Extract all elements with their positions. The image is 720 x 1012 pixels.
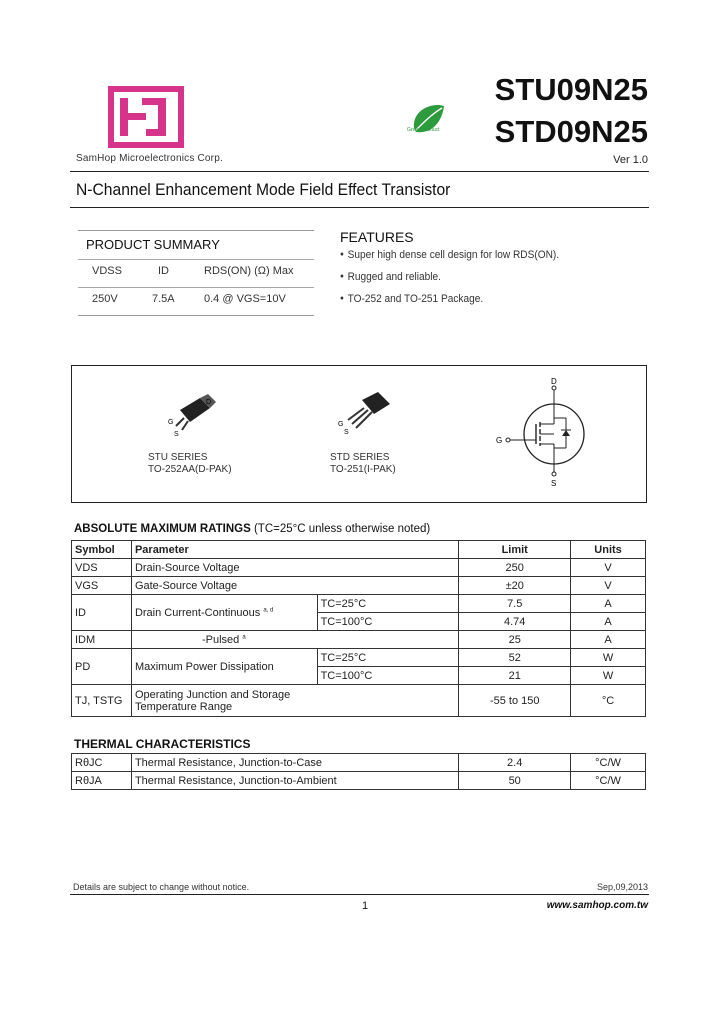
- cell-condition: TC=100°C: [317, 667, 459, 685]
- cell-parameter: Maximum Power Dissipation: [131, 649, 317, 685]
- ipak-pin-g: G: [338, 421, 344, 428]
- mosfet-pin-g: G: [496, 436, 503, 445]
- abs-max-title-note: (TC=25°C unless otherwise noted): [253, 523, 431, 535]
- feature-item: ● Rugged and reliable.: [340, 271, 559, 283]
- id-note: a, d: [263, 606, 274, 613]
- table-row: [72, 595, 646, 613]
- std-package-label: TO-251(I-PAK): [330, 464, 396, 475]
- abs-max-title-text: ABSOLUTE MAXIMUM RATINGS: [74, 523, 251, 535]
- footer-date: Sep,09,2013: [596, 882, 648, 892]
- cell-unit: A: [571, 613, 646, 631]
- cell-limit: 52: [459, 649, 571, 667]
- page-number: 1: [362, 900, 369, 912]
- table-row: [72, 772, 646, 790]
- title-divider: [70, 207, 649, 208]
- cell-limit: 250: [459, 559, 571, 577]
- tj-param-line2: Temperature Range: [134, 700, 233, 713]
- table-row: [72, 541, 646, 559]
- cell-unit: W: [571, 649, 646, 667]
- cell-parameter: Drain-Source Voltage: [131, 559, 458, 577]
- cell-symbol: RθJA: [72, 772, 132, 790]
- cell-symbol: ID: [72, 595, 132, 631]
- cell-unit: W: [571, 667, 646, 685]
- table-row: [72, 685, 646, 717]
- cell-symbol: PD: [72, 649, 132, 685]
- table-row: [72, 559, 646, 577]
- green-product-leaf-icon: [404, 100, 448, 144]
- cell-parameter: [131, 595, 317, 631]
- table-row: [72, 577, 646, 595]
- summary-line: [78, 259, 314, 260]
- std-series-label: STD SERIES: [330, 452, 390, 463]
- cell-unit: °C/W: [571, 754, 646, 772]
- head-parameter: Parameter: [131, 541, 458, 559]
- cell-symbol: RθJC: [72, 754, 132, 772]
- summary-id-head: ID: [158, 265, 169, 277]
- idm-note: a: [242, 633, 246, 640]
- ipak-pin-s: S: [344, 429, 349, 436]
- id-param-text: Drain Current-Continuous: [134, 606, 261, 619]
- mosfet-pin-s: S: [551, 479, 557, 488]
- cell-limit: 4.74: [459, 613, 571, 631]
- summary-rds-value: 0.4 @ VGS=10V: [204, 293, 286, 305]
- footer-note: Details are subject to change without notice.: [73, 882, 250, 892]
- company-name: SamHop Microelectronics Corp.: [76, 153, 223, 164]
- cell-unit: °C: [571, 685, 646, 717]
- cell-parameter: [131, 685, 458, 717]
- mosfet-symbol-icon: [492, 378, 602, 488]
- head-limit: Limit: [459, 541, 571, 559]
- cell-condition: TC=25°C: [317, 649, 459, 667]
- footer-divider: [70, 894, 649, 895]
- summary-rds-head: RDS(ON) (Ω) Max: [204, 265, 294, 277]
- thermal-title: THERMAL CHARACTERISTICS: [74, 737, 251, 751]
- cell-unit: V: [571, 559, 646, 577]
- dpak-pin-d: D: [206, 399, 212, 406]
- features-heading: FEATURES: [340, 229, 414, 245]
- features-section: [340, 229, 578, 315]
- thermal-table: [71, 753, 646, 790]
- table-row: [72, 631, 646, 649]
- cell-symbol: VDS: [72, 559, 132, 577]
- cell-limit: 2.4: [459, 754, 571, 772]
- feature-item: ● Super high dense cell design for low RDS(ON).: [340, 249, 559, 261]
- summary-vdss-head: VDSS: [92, 265, 122, 277]
- ipak-package-icon: [334, 390, 404, 440]
- part-number-stu: STU09N25: [494, 72, 648, 107]
- cell-limit: 7.5: [459, 595, 571, 613]
- cell-limit: ±20: [459, 577, 571, 595]
- feature-item: ● TO-252 and TO-251 Package.: [340, 293, 559, 305]
- product-summary-heading: PRODUCT SUMMARY: [86, 237, 220, 252]
- cell-unit: °C/W: [571, 772, 646, 790]
- dpak-pin-g: G: [168, 419, 174, 426]
- stu-series-label: STU SERIES: [148, 452, 208, 463]
- summary-id-value: 7.5A: [152, 293, 175, 305]
- cell-limit: 25: [459, 631, 571, 649]
- package-diagram-box: [71, 365, 647, 503]
- part-number-std: STD09N25: [494, 114, 648, 149]
- cell-condition: TC=25°C: [317, 595, 459, 613]
- cell-parameter: Gate-Source Voltage: [131, 577, 458, 595]
- cell-limit: -55 to 150: [459, 685, 571, 717]
- dpak-package-icon: [166, 390, 226, 440]
- website-link[interactable]: www.samhop.com.tw: [546, 900, 648, 911]
- cell-parameter: [131, 631, 458, 649]
- abs-max-title: [74, 523, 430, 535]
- samhop-logo: [108, 86, 184, 148]
- head-units: Units: [571, 541, 646, 559]
- tj-param-line1: Operating Junction and Storage: [134, 688, 291, 701]
- product-summary-box: [78, 230, 314, 316]
- head-symbol: Symbol: [72, 541, 132, 559]
- abs-max-table: [71, 540, 646, 717]
- cell-symbol: VGS: [72, 577, 132, 595]
- header-divider: [70, 171, 649, 172]
- mosfet-pin-d: D: [551, 378, 557, 386]
- cell-limit: 21: [459, 667, 571, 685]
- cell-parameter: Thermal Resistance, Junction-to-Ambient: [131, 772, 458, 790]
- cell-limit: 50: [459, 772, 571, 790]
- stu-package-label: TO-252AA(D-PAK): [148, 464, 232, 475]
- table-row: [72, 649, 646, 667]
- table-row: [72, 754, 646, 772]
- summary-line: [78, 287, 314, 288]
- cell-unit: A: [571, 631, 646, 649]
- dpak-pin-s: S: [174, 431, 179, 438]
- cell-unit: A: [571, 595, 646, 613]
- cell-parameter: Thermal Resistance, Junction-to-Case: [131, 754, 458, 772]
- cell-symbol: TJ, TSTG: [72, 685, 132, 717]
- idm-param-text: -Pulsed: [201, 633, 240, 646]
- cell-condition: TC=100°C: [317, 613, 459, 631]
- cell-symbol: IDM: [72, 631, 132, 649]
- document-title: N-Channel Enhancement Mode Field Effect Transistor: [76, 180, 451, 199]
- cell-unit: V: [571, 577, 646, 595]
- version-label: Ver 1.0: [613, 154, 648, 166]
- summary-vdss-value: 250V: [92, 293, 118, 305]
- leaf-label: Green Product: [407, 127, 440, 133]
